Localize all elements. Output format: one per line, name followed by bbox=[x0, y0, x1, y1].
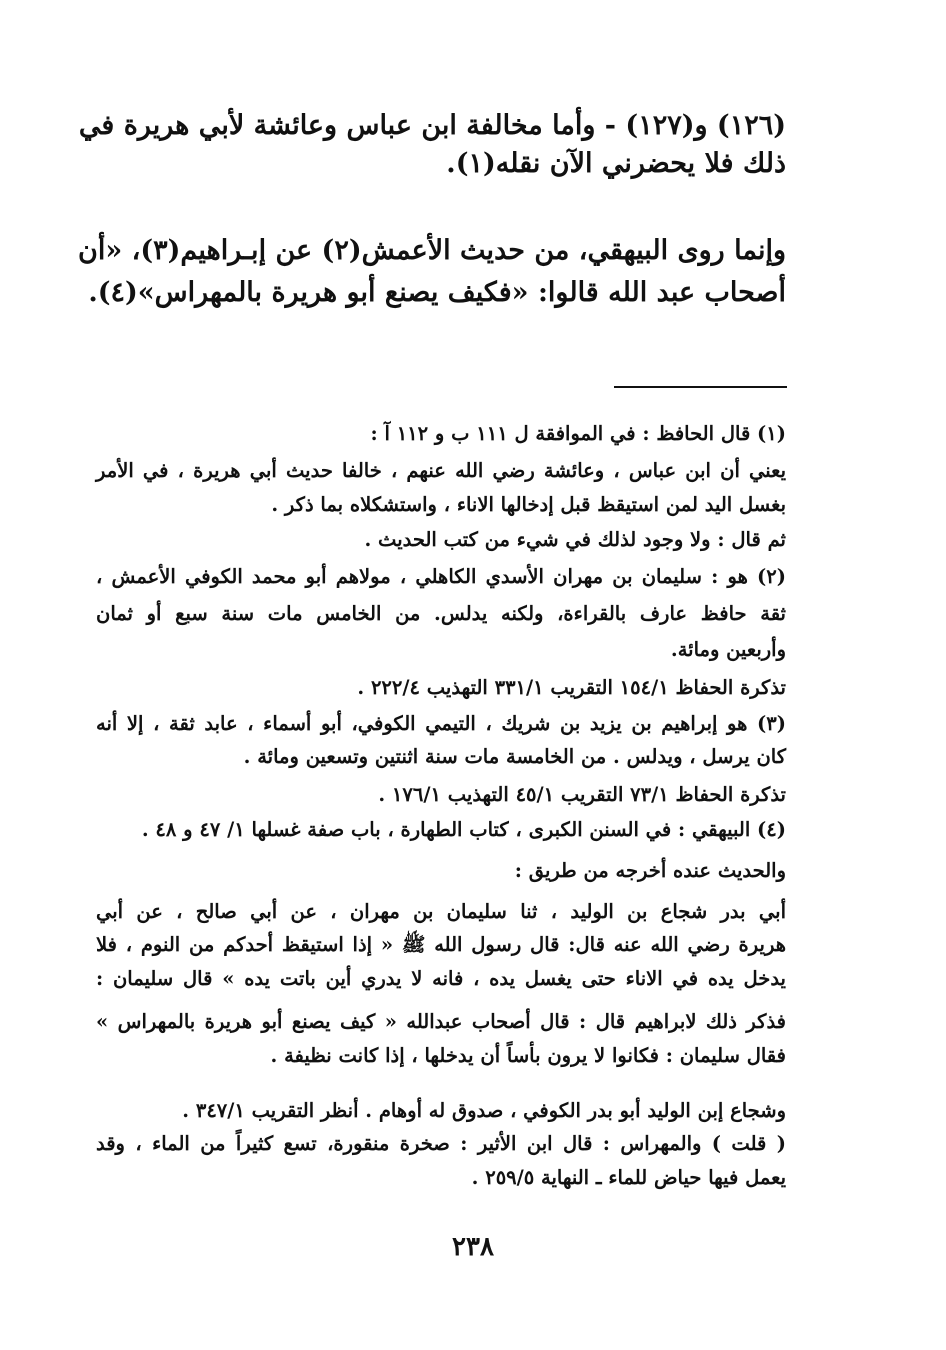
footnote-line-21: يعمل فيها حياض للماء ـ النهاية ٢٥٩/٥ . bbox=[471, 1166, 786, 1189]
body-line-2: ذلك فلا يحضرني الآن نقله(١). bbox=[446, 148, 786, 179]
footnote-line-19: وشجاع إبن الوليد أبو بدر الكوفي ، صدوق له أوهام . أنظر التقريب ٣٤٧/١ . bbox=[182, 1099, 786, 1122]
footnote-line-16: يدخل يده في الاناء حتى يغسل يده ، فانه لا يدري أين باتت يده » قال سليمان : bbox=[96, 967, 786, 990]
body-line-1: (١٢٦) و(١٢٧) - وأما مخالفة ابن عباس وعائشة لأبي هريرة في bbox=[78, 110, 786, 141]
footnote-line-12: (٤) البيهقي : في السنن الكبرى ، كتاب الطهارة ، باب صفة غسلها ١/ ٤٧ و ٤٨ . bbox=[141, 818, 786, 841]
footnote-line-15: هريرة رضي الله عنه قال: قال رسول الله ﷺ « إذا استيقظ أحدكم من النوم ، فلا bbox=[96, 933, 786, 956]
footnote-line-10: كان يرسل ، ويدلس . من الخامسة مات سنة اثنتين وتسعين ومائة . bbox=[243, 745, 786, 768]
footnote-line-8: تذكرة الحفاظ ١٥٤/١ التقريب ٣٣١/١ التهذيب ٢٢٢/٤ . bbox=[357, 676, 786, 699]
footnote-separator bbox=[614, 386, 787, 388]
footnote-line-3: بغسل اليد لمن استيقظ قبل إدخالها الاناء ، واستشكلاه بما ذكر . bbox=[271, 493, 786, 516]
footnote-line-9: (٣) هو إبراهيم بن يزيد بن شريك ، التيمي الكوفي، أبو أسماء ، عابد ثقة ، إلا أنه bbox=[96, 712, 786, 735]
footnote-line-1: (١) قال الحافظ : في الموافقة ل ١١١ ب و ١١٢ آ : bbox=[370, 422, 786, 445]
footnote-line-5: (٢) هو : سليمان بن مهران الأسدي الكاهلي ، مولاهم أبو محمد الكوفي الأعمش ، bbox=[96, 565, 786, 588]
footnote-line-4: ثم قال : ولا وجود لذلك في شيء من كتب الحديث . bbox=[364, 528, 786, 551]
body-line-4: أصحاب عبد الله قالوا: «فكيف يصنع أبو هريرة بالمهراس»(٤). bbox=[88, 277, 786, 308]
footnote-line-13: والحديث عنده أخرجه من طريق : bbox=[514, 859, 786, 882]
footnote-line-11: تذكرة الحفاظ ٧٣/١ التقريب ٤٥/١ التهذيب ١٧٦/١ . bbox=[378, 783, 786, 806]
footnote-line-17: فذكر ذلك لابراهيم قال : قال أصحاب عبدالله « كيف يصنع أبو هريرة بالمهراس » bbox=[96, 1010, 786, 1033]
footnote-line-6: ثقة حافظ عارف بالقراءة، ولكنه يدلس. من الخامس مات سنة سبع أو ثمان bbox=[96, 602, 786, 625]
body-line-3: وإنما روى البيهقي، من حديث الأعمش(٢) عن إبـراهيم(٣)، «أن bbox=[78, 235, 786, 266]
footnote-line-7: وأربعين ومائة. bbox=[670, 638, 786, 661]
footnote-line-18: فقال سليمان : فكانوا لا يرون بأساً أن يدخلها ، إذا كانت نظيفة . bbox=[270, 1044, 786, 1067]
page-number: ٢٣٨ bbox=[452, 1232, 494, 1262]
footnote-line-2: يعني أن ابن عباس ، وعائشة رضي الله عنهم ، خالفا حديث أبي هريرة ، في الأمر bbox=[96, 459, 786, 482]
footnote-line-14: أبي بدر شجاع بن الوليد ، ثنا سليمان بن مهران ، عن أبي صالح ، عن أبي bbox=[96, 900, 786, 923]
footnote-line-20: ( قلت ) والمهراس : قال ابن الأثير : صخرة منقورة، تسع كثيراً من الماء ، وقد bbox=[96, 1132, 786, 1155]
